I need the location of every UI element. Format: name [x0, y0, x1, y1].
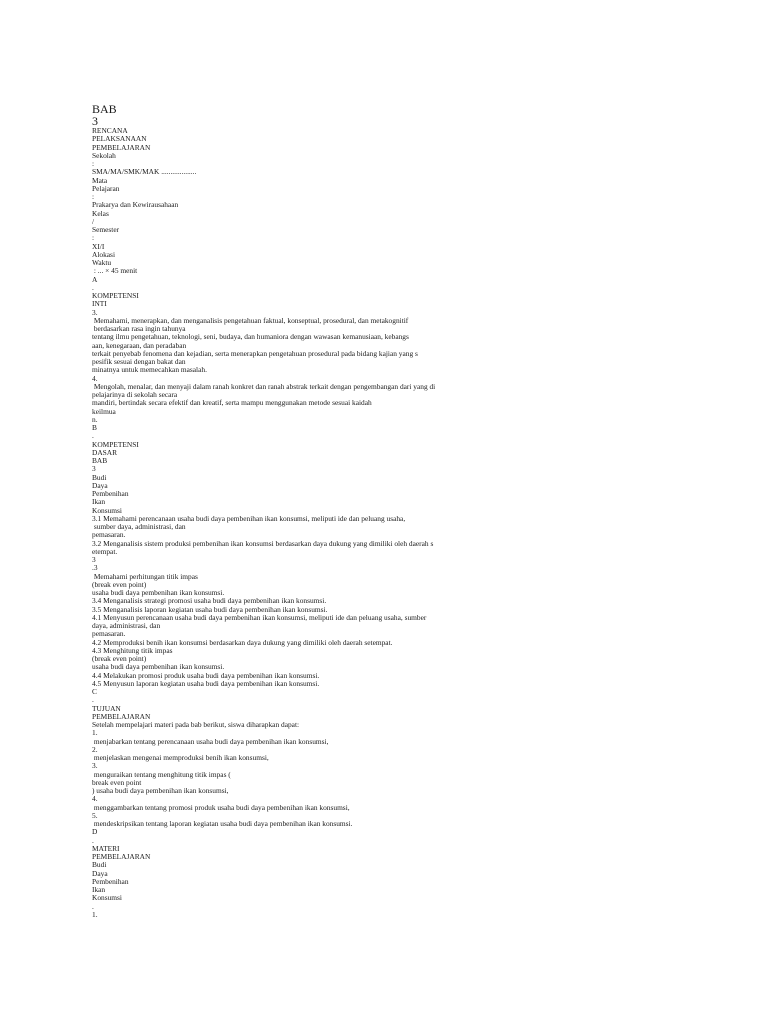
document-text-line: pemasaran.	[92, 530, 126, 540]
document-text-line: KOMPETENSI	[92, 291, 139, 300]
document-text-line: usaha budi daya pembenihan ikan konsumsi.	[92, 588, 225, 597]
document-text-line: usaha budi daya pembenihan ikan konsumsi.	[92, 662, 225, 672]
document-text-line: : ... × 45 menit	[92, 266, 138, 276]
document-text-line: minatnya untuk memecahkan masalah.	[92, 365, 207, 375]
document-text-line: 4.1 Menyusun perencanaan usaha budi daya pembenihan ikan konsumsi, meliputi ide dan peluang usaha, sumber	[92, 612, 427, 622]
document-text-line: XI/I	[92, 241, 105, 251]
document-text-line: MATERI	[92, 843, 120, 853]
document-text-line: pelajarinya di sekolah secara	[92, 390, 178, 399]
document-text-line: 4.2 Memproduksi benih ikan konsumsi berdasarkan daya dukung yang dimiliki oleh daerah setempat.	[92, 637, 393, 647]
document-text-line: 4.5 Menyusun laporan kegiatan usaha budi daya pembenihan ikan konsumsi.	[92, 678, 320, 688]
document-text-line: Prakarya dan Kewirausahaan	[92, 200, 179, 210]
document-text-line: break even point	[92, 777, 142, 787]
document-text-line: C	[92, 687, 97, 696]
document-text-line: 4.3 Menghitung titik impas	[92, 645, 173, 655]
document-text-line: 3.5 Menganalisis laporan kegiatan usaha budi daya pembenihan ikan konsumsi.	[92, 604, 328, 614]
document-text-line: sumber daya, administrasi, dan	[92, 522, 186, 531]
document-text-line: Budi	[92, 472, 107, 482]
document-text-line: Ikan	[92, 497, 106, 507]
document-text-line: n.	[92, 414, 98, 424]
document-text-line: mendeskripsikan tentang laporan kegiatan usaha budi daya pembenihan ikan konsumsi.	[92, 819, 353, 828]
document-text-line: Setelah mempelajari materi pada bab berikut, siswa diharapkan dapat:	[92, 720, 300, 729]
document-text-line: /	[92, 216, 95, 226]
document-text-line: 4.	[92, 373, 98, 383]
document-text-line: .	[92, 282, 94, 292]
document-text-line: A	[92, 274, 98, 284]
document-text-line: 5.	[92, 810, 98, 820]
document-text-line: B	[92, 423, 97, 432]
document-text-line: 1.	[92, 728, 98, 738]
document-text-line: PEMBELAJARAN	[92, 711, 151, 721]
document-text-line: Memahami, menerapkan, dan menganalisis pengetahuan faktual, konseptual, prosedural, dan metakognitif	[92, 315, 409, 325]
document-text-line: 4.	[92, 794, 98, 804]
document-text-line: Kelas	[92, 208, 109, 218]
document-text-line: PEMBELAJARAN	[92, 852, 151, 861]
chapter-heading-line: 3	[92, 114, 98, 128]
document-text-line: .	[92, 695, 94, 705]
document-text-line: Budi	[92, 860, 107, 870]
document-text-line: Semester	[92, 225, 120, 234]
document-text-line: aan, kenegaraan, dan peradaban	[92, 340, 187, 350]
document-text-line: Alokasi	[92, 249, 115, 259]
document-text-line: .	[92, 431, 94, 441]
document-text-line: .	[92, 835, 94, 845]
document-text-line: 3.	[92, 307, 98, 317]
document-text-line: D	[92, 827, 98, 837]
document-text-line: menggambarkan tentang promosi produk usaha budi daya pembenihan ikan konsumsi,	[92, 802, 350, 812]
document-text-line: Pembenihan	[92, 876, 129, 886]
document-text-line: terkait penyebab fenomena dan kejadian, serta menerapkan pengetahuan prosedural pada bidang kajian yang s	[92, 348, 418, 358]
document-text-line: .	[92, 901, 94, 911]
document-text-line: ) usaha budi daya pembenihan ikan konsumsi,	[92, 786, 229, 795]
document-text-line: Pelajaran	[92, 183, 120, 193]
document-text-line: (break even point)	[92, 579, 147, 589]
document-text-line: DASAR	[92, 447, 118, 457]
document-text-line: :	[92, 192, 95, 201]
document-text-line: 3.	[92, 761, 98, 771]
chapter-heading-line: BAB	[92, 102, 117, 116]
document-text-line: Pembenihan	[92, 489, 129, 498]
document-text-line: INTI	[92, 299, 107, 309]
document-text-line: menguraikan tentang menghitung titik impas (	[92, 769, 231, 779]
document-text-line: 3.2 Menganalisis sistem produksi pembenihan ikan konsumsi berdasarkan daya dukung yang dimiliki oleh daerah s	[92, 538, 434, 548]
document-text-line: 1.	[92, 909, 98, 919]
document-text-line: 3.1 Memahami perencanaan usaha budi daya pembenihan ikan konsumsi, meliputi ide dan peluang usaha,	[92, 513, 406, 523]
document-text-line: :	[92, 233, 95, 243]
document-text-line: 3	[92, 464, 96, 474]
document-text-line: KOMPETENSI	[92, 439, 139, 449]
document-text-line: 2.	[92, 744, 98, 754]
document-text-line: Waktu	[92, 258, 112, 267]
document-text-line: Konsumsi	[92, 505, 122, 515]
document-text-line: daya, administrasi, dan	[92, 621, 161, 630]
document-text-line: .3	[92, 563, 98, 573]
document-text-line: Sekolah	[92, 150, 116, 160]
document-text-line: RENCANA	[92, 126, 128, 135]
document-text-line: mandiri, bertindak secara efektif dan kreatif, serta mampu menggunakan metode sesuai kaidah	[92, 398, 372, 408]
document-text-line: TUJUAN	[92, 703, 121, 713]
document-text-line: tentang ilmu pengetahuan, teknologi, seni, budaya, dan humaniora dengan wawasan kemanusiaan, kebangs	[92, 332, 409, 342]
document-text-line: berdasarkan rasa ingin tahunya	[92, 324, 186, 333]
document-text-line: 3	[92, 555, 96, 564]
document-text-line: Daya	[92, 480, 108, 490]
document-text-line: Mata	[92, 175, 108, 185]
document-text-line: Memahami perhitungan titik impas	[92, 571, 198, 581]
document-text-line: :	[92, 159, 95, 168]
document-text-line: SMA/MA/SMK/MAK ...................	[92, 167, 197, 177]
document-text-line: Ikan	[92, 885, 106, 894]
document-text-line: 3.4 Menganalisis strategi promosi usaha budi daya pembenihan ikan konsumsi.	[92, 596, 327, 606]
document-text-line: pemasaran.	[92, 629, 126, 639]
document-text-line: PEMBELAJARAN	[92, 142, 151, 152]
document-text-line: menjabarkan tentang perencanaan usaha budi daya pembenihan ikan konsumsi,	[92, 736, 329, 746]
document-text-line: Mengolah, menalar, dan menyaji dalam ranah konkret dan ranah abstrak terkait dengan pengembangan dari yang di	[92, 381, 436, 391]
document-text-line: keilmua	[92, 406, 116, 416]
document-text-line: BAB	[92, 456, 108, 465]
document-text-line: etempat.	[92, 546, 118, 556]
document-text-line: pesifik sesuai dengan bakat dan	[92, 357, 186, 366]
document-text-line: Daya	[92, 868, 108, 878]
document-text-line: (break even point)	[92, 654, 147, 663]
document-text-line: 4.4 Melakukan promosi produk usaha budi daya pembenihan ikan konsumsi.	[92, 670, 320, 680]
document-text-line: PELAKSANAAN	[92, 134, 147, 144]
document-page	[92, 103, 712, 919]
document-text-line: Konsumsi	[92, 893, 122, 903]
document-text-line: menjelaskan mengenai memproduksi benih ikan konsumsi,	[92, 753, 269, 762]
